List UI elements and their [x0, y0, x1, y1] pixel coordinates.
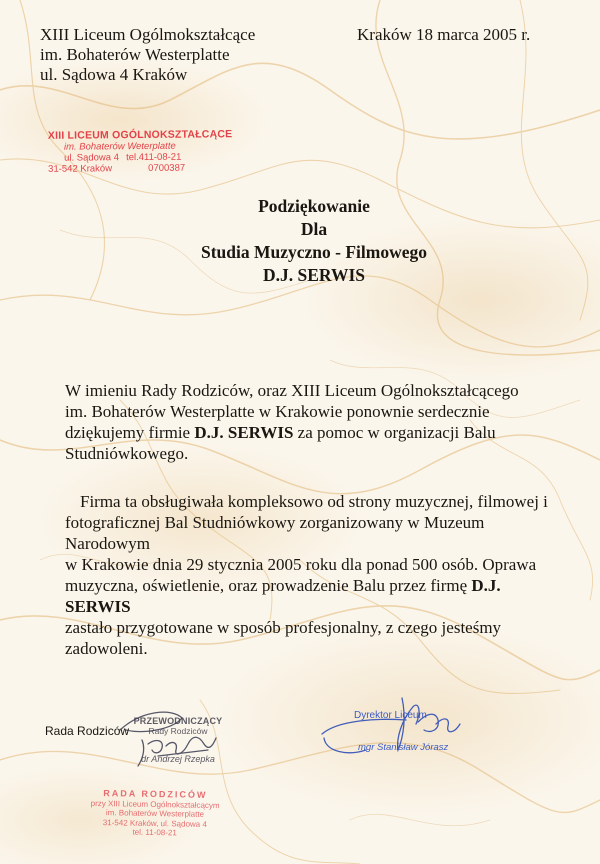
school-stamp-line: XIII LICEUM OGÓLNOKSZTAŁCĄCE — [47, 128, 233, 142]
text-run: dziękujemy firmie — [65, 423, 195, 442]
paragraph-1 — [65, 380, 565, 464]
parents-council-label: Rada Rodziców — [45, 724, 130, 738]
paragraph-line: zastało przygotowane w sposób profesjonalny, z czego jesteśmy — [65, 618, 502, 637]
council-stamp-line: 31-542 Kraków, ul. Sądowa 4 — [102, 817, 207, 829]
text-run: muzyczna, oświetlenie, oraz prowadzenie Balu przez firmę — [65, 576, 472, 595]
heading-line: Studia Muzyczno - Filmowego — [200, 242, 428, 262]
paragraph-line: fotograficznej Bal Studniówkowy zorganizowany w Muzeum Narodowym — [65, 513, 485, 553]
chairman-subtitle: Rady Rodziców — [148, 726, 208, 736]
chairman-signature — [112, 700, 232, 770]
paragraph-line: Firma ta obsługiwała kompleksowo od strony muzycznej, filmowej i — [80, 492, 548, 511]
director-name: mgr Stanisław Jórasz — [358, 742, 449, 753]
heading-line: Dla — [300, 219, 328, 239]
paragraph-line — [65, 575, 565, 617]
council-stamp-line: tel. 11-08-21 — [132, 827, 177, 838]
place-date: Kraków 18 marca 2005 r. — [357, 25, 531, 44]
school-stamp-number: 0700387 — [148, 162, 186, 174]
letter-heading — [0, 195, 600, 287]
chairman-name: dr Andrzej Rzepka — [141, 754, 215, 764]
school-stamp-phone: tel.411-08-21 — [126, 151, 182, 164]
council-stamp-line: im. Bohaterów Westerplatte — [105, 808, 205, 819]
parents-council-stamp — [70, 789, 241, 839]
sender-line: im. Bohaterów Westerplatte — [40, 45, 230, 64]
company-name: D.J. SERWIS — [194, 423, 294, 442]
paragraph-line: W imieniu Rady Rodziców, oraz XIII Liceum Ogólnokształcącego — [65, 381, 519, 400]
council-stamp-line: przy XIII Liceum Ogólnokształcącym — [90, 798, 220, 810]
paragraph-line: zadowoleni. — [65, 639, 148, 658]
text-run: za pomoc w organizacji Balu — [293, 423, 496, 442]
paragraph-line: w Krakowie dnia 29 stycznia 2005 roku dla ponad 500 osób. Oprawa — [65, 555, 537, 574]
company-name: D.J. SERWIS — [65, 576, 501, 616]
school-stamp-postcode: 31-542 Kraków — [48, 163, 113, 175]
council-stamp-line: RADA RODZICÓW — [103, 788, 208, 800]
director-signature — [318, 690, 468, 760]
paragraph-line: Studniówkowego. — [65, 444, 189, 463]
school-stamp-street: ul. Sądowa 4 — [64, 152, 120, 164]
paragraph-line: im. Bohaterów Westerplatte w Krakowie ponownie serdecznie — [65, 402, 490, 421]
heading-line: Podziękowanie — [258, 196, 370, 216]
sender-line: ul. Sądowa 4 Kraków — [40, 65, 188, 84]
school-stamp-line: im. Bohaterów Weterplatte — [63, 140, 176, 153]
chairman-title: PRZEWODNICZĄCY — [133, 716, 223, 726]
director-title: Dyrektor Liceum — [354, 710, 427, 721]
heading-line: D.J. SERWIS — [263, 265, 365, 285]
school-stamp — [48, 129, 233, 175]
paragraph-2 — [65, 491, 565, 659]
sender-address — [40, 25, 255, 85]
paragraph-line — [65, 422, 565, 443]
sender-line: XIII Liceum Ogólmokształcące — [40, 25, 256, 44]
